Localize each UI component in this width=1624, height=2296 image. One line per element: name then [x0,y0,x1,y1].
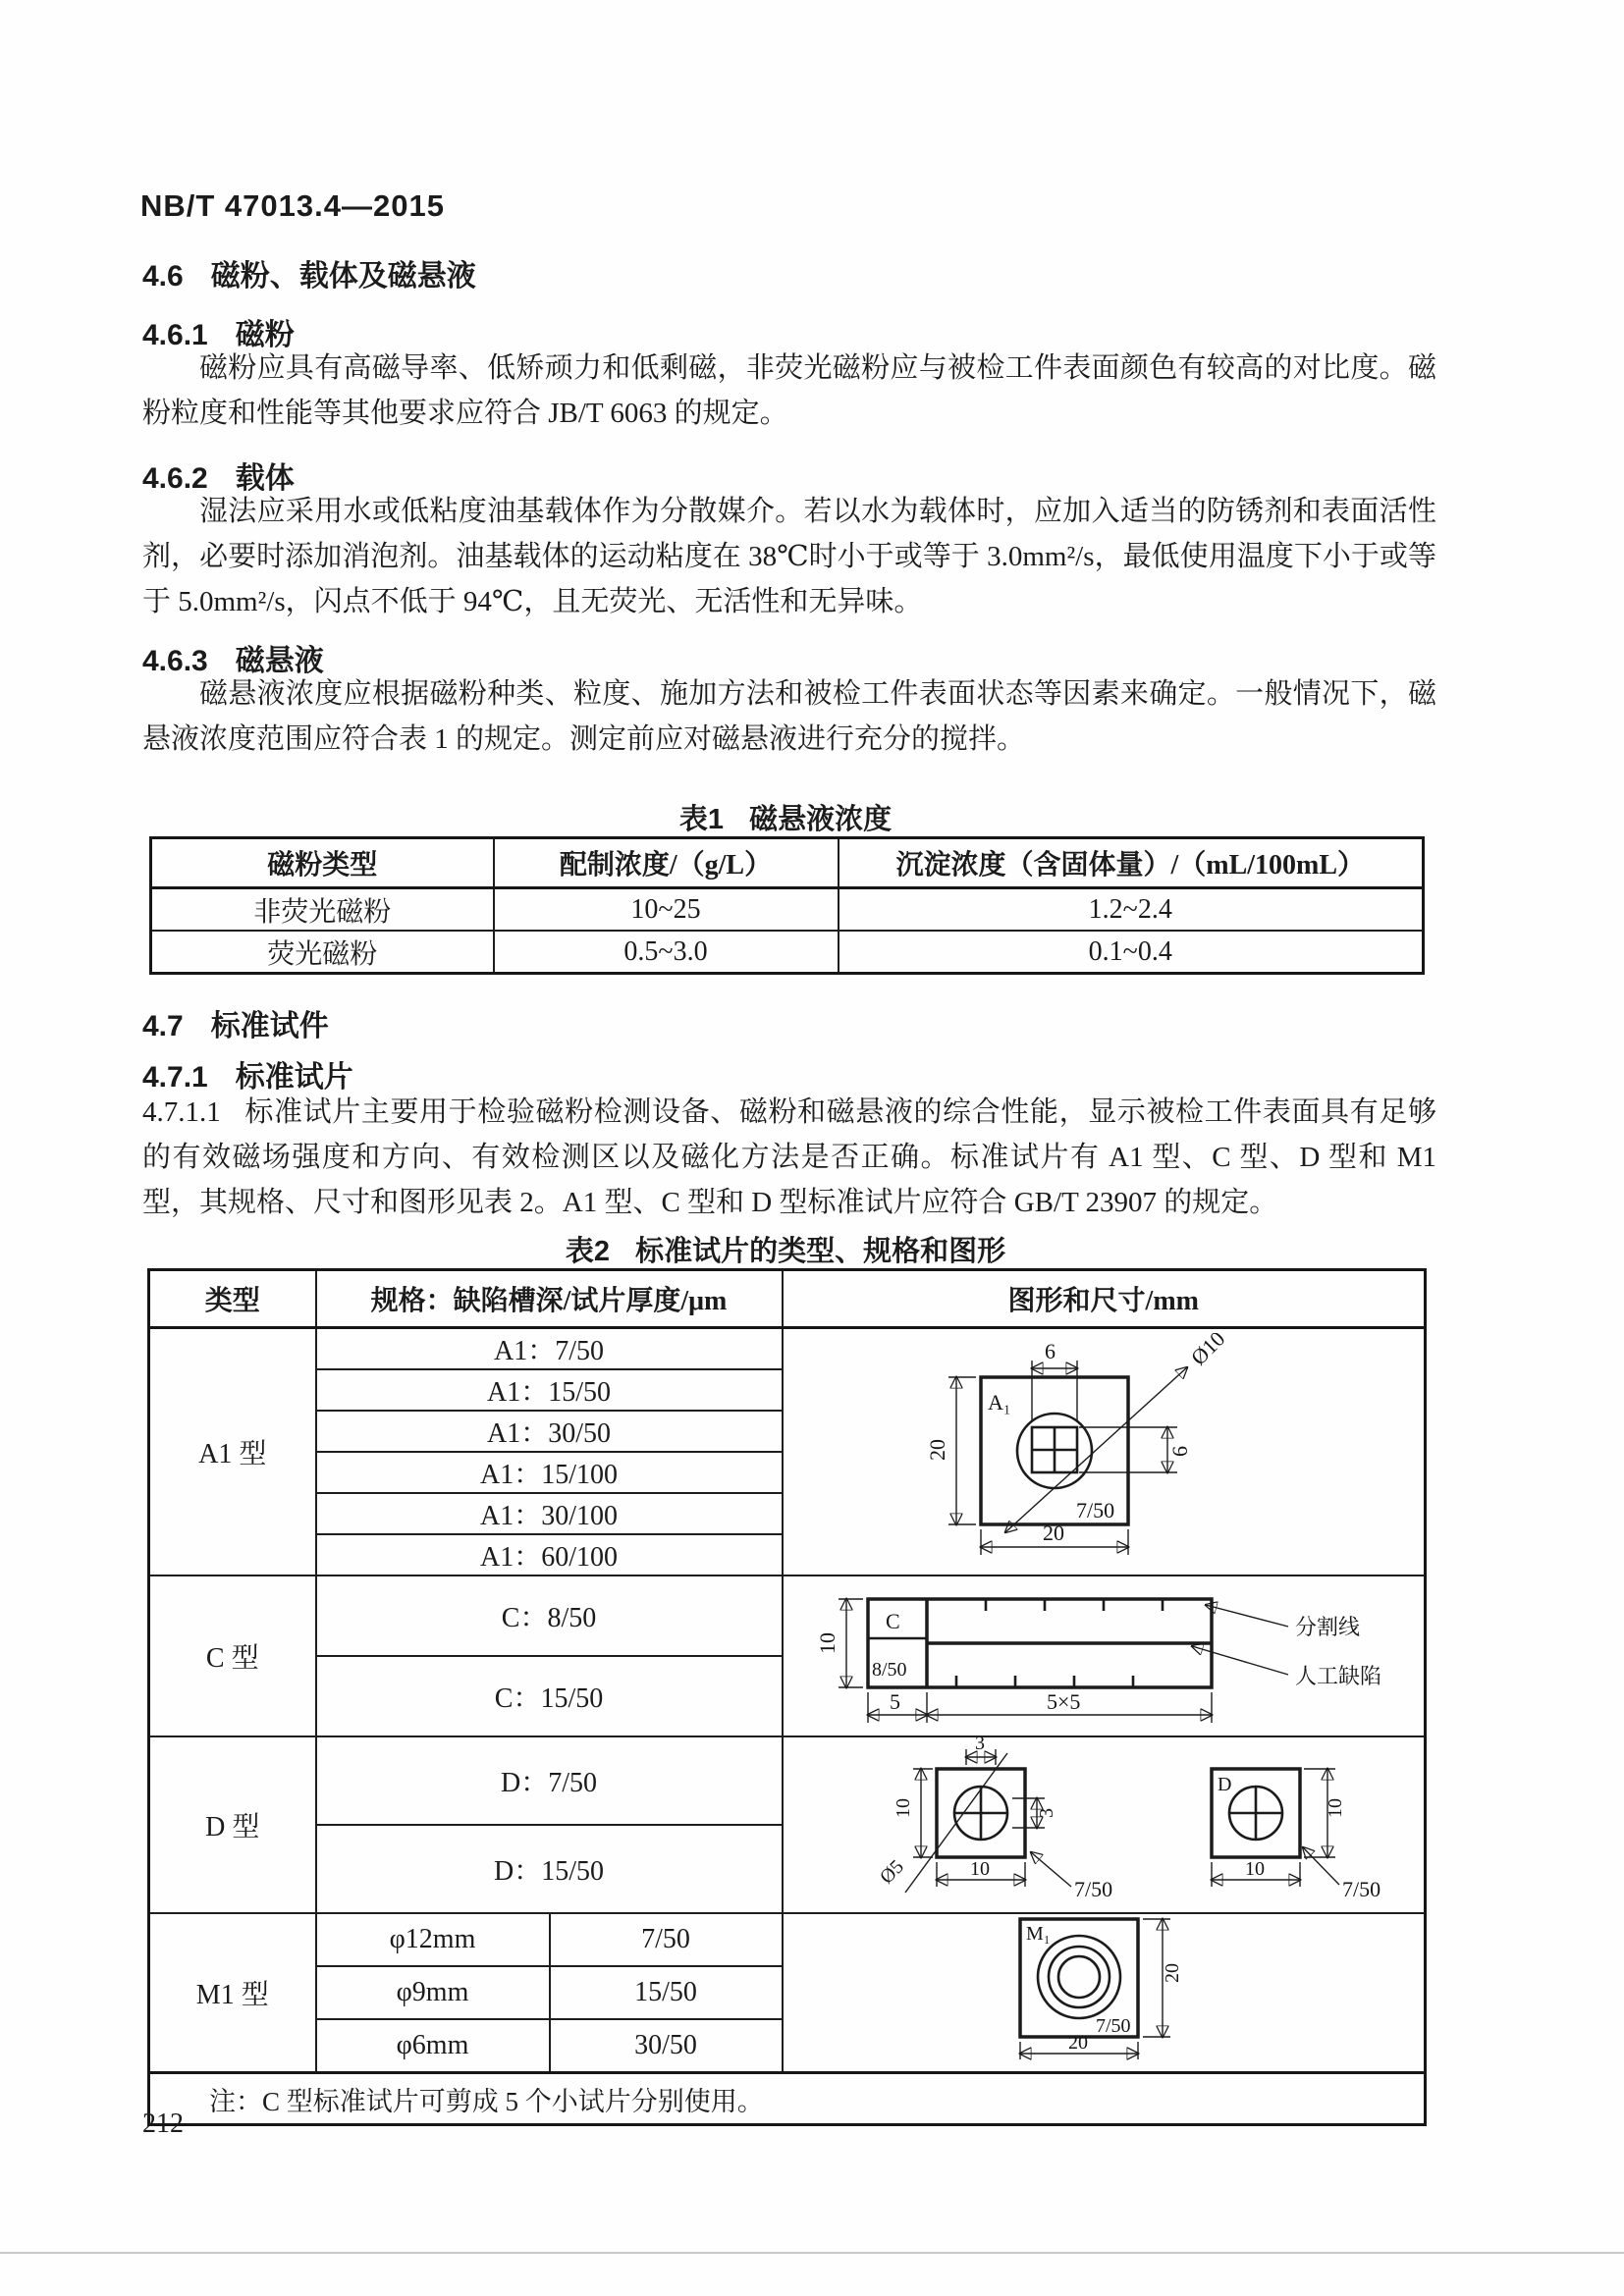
paragraph-number: 4.7.1.1 [142,1096,221,1128]
a1-diameter-label: Ø10 [1185,1332,1230,1370]
t2-header-spec: 规格：缺陷槽深/试片厚度/μm [316,1270,783,1328]
paragraph-4-6-2: 湿法应采用水或低粘度油基载体作为分散媒介。若以水为载体时，应加入适当的防锈剂和表面活性剂，必要时添加消泡剂。油基载体的运动粘度在 38℃时小于或等于 3.0mm²/s，最低使用温度下小于或等于 5.0mm²/s，闪点不低于 94℃，且无荧光、无活性和无异味。 [142,496,1436,617]
table-row [149,1328,1426,1370]
t2-spec: A1：15/100 [316,1452,783,1493]
paragraph-text: 标准试片主要用于检验磁粉检测设备、磁粉和磁悬液的综合性能，显示被检工件表面具有足够的有效磁场强度和方向、有效检测区以及磁化方法是否正确。标准试片有 A1 型、C 型、D 型和 M1 型，其规格、尺寸和图形见表 2。A1 型、C 型和 D 型标准试片应符合 GB/T 23907 的规定。 [142,1096,1436,1218]
t2-spec: 15/50 [550,1966,783,2019]
a1-test-piece-diagram [888,1333,1320,1564]
m1-dim-bottom: 20 [1067,2032,1088,2054]
a1-label: A₁ [987,1389,1011,1415]
table-1-title [142,797,1429,837]
d-left-diameter-label: Ø5 [875,1855,908,1889]
a1-dim-top: 6 [1044,1338,1056,1363]
t1-cell: 10~25 [494,888,839,932]
heading-number: 4.6.2 [142,462,208,495]
table-2-header-row [149,1270,1426,1328]
t1-cell: 0.1~0.4 [839,931,1424,974]
t2-type-c: C 型 [149,1575,316,1736]
t2-header-type: 类型 [149,1270,316,1328]
heading-title: 磁粉、载体及磁悬液 [210,260,476,293]
paragraph-4-6-3: 磁悬液浓度应根据磁粉种类、粒度、施加方法和被检工件表面状态等因素来确定。一般情况下，磁悬液浓度范围应符合表 1 的规定。测定前应对磁悬液进行充分的搅拌。 [142,678,1436,755]
m1-dim-right: 20 [1161,1963,1183,1983]
table-1-caption: 磁悬液浓度 [749,804,893,835]
table-row [151,931,1424,974]
t2-spec: φ6mm [316,2019,550,2073]
c-annotation-defect: 人工缺陷 [1294,1664,1381,1688]
a1-dim-right: 6 [1166,1445,1192,1457]
a1-diagram-cell [783,1328,1426,1576]
heading-number: 4.6.3 [142,645,208,677]
m1-diagram-cell [783,1913,1426,2073]
t2-type-d: D 型 [149,1736,316,1913]
t2-spec: A1：60/100 [316,1534,783,1575]
heading-number: 4.6.1 [142,319,208,351]
t1-cell: 荧光磁粉 [151,931,494,974]
d-left-dim-left: 10 [892,1798,914,1818]
d-left-dim-right: 3 [1035,1808,1057,1818]
t1-header-prepared-concentration: 配制浓度/（g/L） [494,838,839,888]
a1-slot-label: 7/50 [1075,1497,1114,1522]
t2-spec: C：8/50 [316,1575,783,1656]
a1-dim-left: 20 [924,1438,949,1461]
d-left-slot-label: 7/50 [1073,1877,1112,1901]
t1-header-powder-type: 磁粉类型 [151,838,494,888]
heading-number: 4.6 [142,260,184,293]
c-dim-total: 5×5 [1046,1689,1081,1714]
t1-header-settling-concentration: 沉淀浓度（含固体量）/（mL/100mL） [839,838,1424,888]
table-row [149,1575,1426,1656]
heading-title: 磁悬液 [235,645,324,677]
t2-spec: D：7/50 [316,1736,783,1825]
paragraph-4-7-1-1 [142,1090,1436,1225]
t1-cell: 非荧光磁粉 [151,888,494,932]
table-2-title [142,1229,1429,1269]
d-diagram-cell [783,1736,1426,1913]
page-number: 212 [142,2109,184,2139]
t2-spec: 30/50 [550,2019,783,2073]
table-2-note-row [149,2073,1426,2125]
d-right-dim-bottom: 10 [1244,1858,1265,1880]
m1-test-piece-diagram [907,1914,1300,2063]
t2-spec: A1：30/100 [316,1493,783,1534]
t1-cell: 1.2~2.4 [839,888,1424,932]
heading-title: 载体 [235,462,295,495]
c-diagram-cell [783,1575,1426,1736]
d-test-piece-diagram [789,1737,1418,1904]
paragraph-4-6-1: 磁粉应具有高磁导率、低矫顽力和低剩磁，非荧光磁粉应与被检工件表面颜色有较高的对比度。磁粉粒度和性能等其他要求应符合 JB/T 6063 的规定。 [142,352,1436,429]
table-2-caption: 标准试片的类型、规格和图形 [635,1236,1006,1267]
t2-spec: A1：15/50 [316,1369,783,1411]
t2-spec: φ12mm [316,1913,550,1966]
heading-title: 标准试片 [235,1061,353,1094]
t2-spec: φ9mm [316,1966,550,2019]
c-dim-segment: 5 [889,1689,900,1714]
table-2 [147,1268,1427,2126]
a1-dim-bottom: 20 [1042,1520,1064,1545]
d-right-dim-right: 10 [1324,1798,1346,1818]
c-annotation-divider: 分割线 [1294,1615,1360,1639]
d-left-dim-top: 3 [974,1737,985,1754]
page-bottom-scan-line [0,2252,1624,2254]
table-row [149,1913,1426,1966]
heading-title: 标准试件 [210,1010,329,1042]
c-test-piece-diagram [799,1577,1408,1727]
c-label: C [885,1609,900,1633]
t2-type-a1: A1 型 [149,1328,316,1576]
m1-slot-label: 7/50 [1095,2015,1131,2037]
m1-label: M₁ [1025,1923,1051,1945]
doc-number: NB/T 47013.4—2015 [140,188,445,223]
table-1 [149,836,1425,975]
t2-spec: D：15/50 [316,1825,783,1913]
t2-spec: 7/50 [550,1913,783,1966]
t1-cell: 0.5~3.0 [494,931,839,974]
heading-4-6 [142,251,1438,294]
table-row [149,1736,1426,1825]
heading-4-7 [142,1001,1438,1044]
table-row [151,888,1424,932]
t2-spec: A1：7/50 [316,1328,783,1370]
d-left-dim-bottom: 10 [969,1858,990,1880]
t2-spec: C：15/50 [316,1656,783,1736]
c-slot-label: 8/50 [871,1659,907,1681]
heading-number: 4.7 [142,1010,184,1042]
t2-type-m1: M1 型 [149,1913,316,2073]
table-1-header-row [151,838,1424,888]
d-right-slot-label: 7/50 [1341,1877,1380,1901]
c-dim-left: 10 [814,1632,839,1654]
table-2-note: 注：C 型标准试片可剪成 5 个小试片分别使用。 [149,2073,1426,2125]
t2-header-figure: 图形和尺寸/mm [783,1270,1426,1328]
d-right-label: D [1217,1774,1232,1795]
table-2-label: 表2 [565,1236,611,1267]
heading-title: 磁粉 [235,319,295,351]
t2-spec: A1：30/50 [316,1411,783,1452]
heading-number: 4.7.1 [142,1061,208,1094]
table-1-label: 表1 [678,804,725,835]
